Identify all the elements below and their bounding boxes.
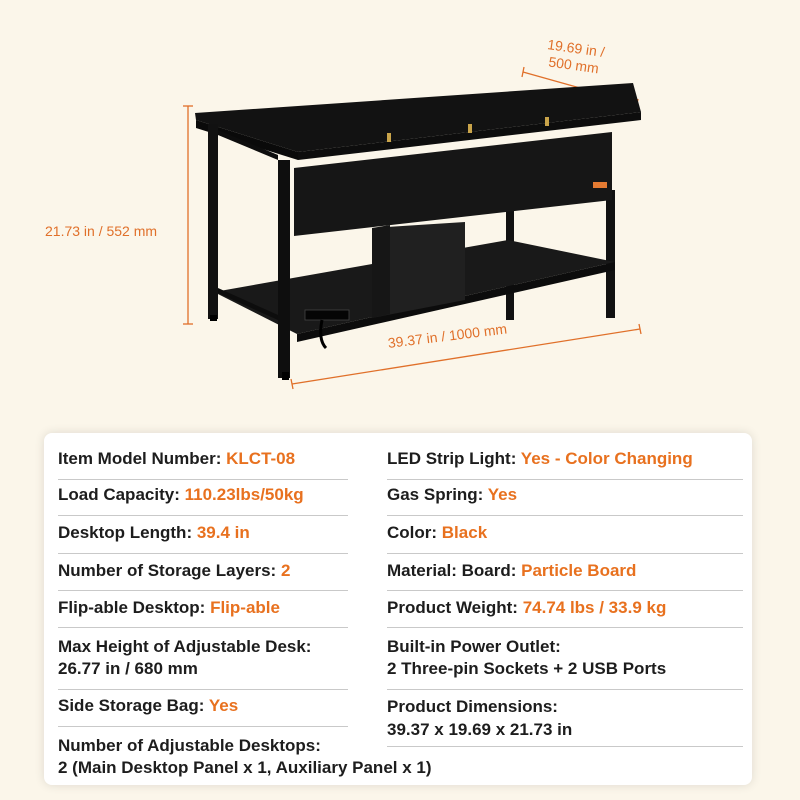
row-divider bbox=[387, 553, 743, 554]
row-divider bbox=[58, 726, 348, 727]
spec-power-outlet bbox=[387, 636, 561, 658]
spec-value: Yes bbox=[487, 485, 518, 504]
spec-side-storage-bag bbox=[58, 695, 238, 717]
spec-label: Flip-able Desktop: bbox=[58, 598, 211, 617]
row-divider bbox=[387, 627, 743, 628]
row-divider bbox=[58, 553, 348, 554]
row-divider bbox=[58, 515, 348, 516]
height-dimension-label: 21.73 in / 552 mm bbox=[45, 223, 158, 239]
spec-value: KLCT-08 bbox=[226, 449, 296, 468]
row-divider bbox=[387, 689, 743, 690]
spec-label: Number of Storage Layers: bbox=[58, 561, 281, 580]
spec-label: Item Model Number: bbox=[58, 449, 227, 468]
spec-item-model-number bbox=[58, 448, 295, 470]
row-divider bbox=[58, 689, 348, 690]
spec-led-strip-light bbox=[387, 448, 693, 470]
spec-product-dimensions-value: 39.37 x 19.69 x 21.73 in bbox=[387, 720, 573, 739]
spec-label: Load Capacity: bbox=[58, 485, 185, 504]
spec-label: Gas Spring: bbox=[387, 485, 488, 504]
spec-value: 2 bbox=[280, 561, 291, 580]
spec-panel bbox=[44, 433, 752, 785]
spec-power-outlet-value: 2 Three-pin Sockets + 2 USB Ports bbox=[387, 659, 667, 678]
spec-storage-layers bbox=[58, 560, 290, 582]
spec-label: Product Weight: bbox=[387, 598, 523, 617]
spec-label: Number of Adjustable Desktops: bbox=[58, 736, 321, 755]
depth-dimension-line1: 19.69 in / bbox=[546, 36, 606, 61]
spec-value: 74.74 lbs / 33.9 kg bbox=[522, 598, 667, 617]
spec-adjustable-desktops bbox=[58, 735, 321, 757]
row-divider bbox=[387, 746, 743, 747]
spec-gas-spring bbox=[387, 484, 517, 506]
spec-label: LED Strip Light: bbox=[387, 449, 521, 468]
spec-material bbox=[387, 560, 636, 582]
spec-value: Black bbox=[441, 523, 488, 542]
spec-value: Particle Board bbox=[521, 561, 637, 580]
row-divider bbox=[387, 479, 743, 480]
row-divider bbox=[58, 479, 348, 480]
row-divider bbox=[58, 590, 348, 591]
spec-value: 110.23lbs/50kg bbox=[184, 485, 304, 504]
spec-max-height bbox=[58, 636, 311, 658]
spec-label: Built-in Power Outlet: bbox=[387, 637, 561, 656]
spec-flipable-desktop bbox=[58, 597, 280, 619]
spec-color bbox=[387, 522, 487, 544]
spec-value: 39.4 in bbox=[196, 523, 250, 542]
spec-label: Side Storage Bag: bbox=[58, 696, 209, 715]
spec-max-height-value: 26.77 in / 680 mm bbox=[58, 659, 198, 678]
row-divider bbox=[58, 627, 348, 628]
spec-adjustable-desktops-value: 2 (Main Desktop Panel x 1, Auxiliary Panel x 1) bbox=[58, 758, 432, 777]
width-dimension-label: 39.37 in / 1000 mm bbox=[386, 320, 508, 351]
row-divider bbox=[387, 590, 743, 591]
spec-product-weight bbox=[387, 597, 666, 619]
spec-value: Yes - Color Changing bbox=[520, 449, 693, 468]
spec-label: Max Height of Adjustable Desk: bbox=[58, 637, 312, 656]
spec-label: Color: bbox=[387, 523, 442, 542]
spec-label: Material: Board: bbox=[387, 561, 522, 580]
spec-value: Yes bbox=[208, 696, 239, 715]
spec-product-dimensions bbox=[387, 696, 558, 718]
spec-desktop-length bbox=[58, 522, 250, 544]
spec-label: Desktop Length: bbox=[58, 523, 197, 542]
spec-load-capacity bbox=[58, 484, 304, 506]
row-divider bbox=[387, 515, 743, 516]
depth-dimension-line2: 500 mm bbox=[547, 53, 600, 77]
spec-value: Flip-able bbox=[210, 598, 280, 617]
spec-label: Product Dimensions: bbox=[387, 697, 558, 716]
